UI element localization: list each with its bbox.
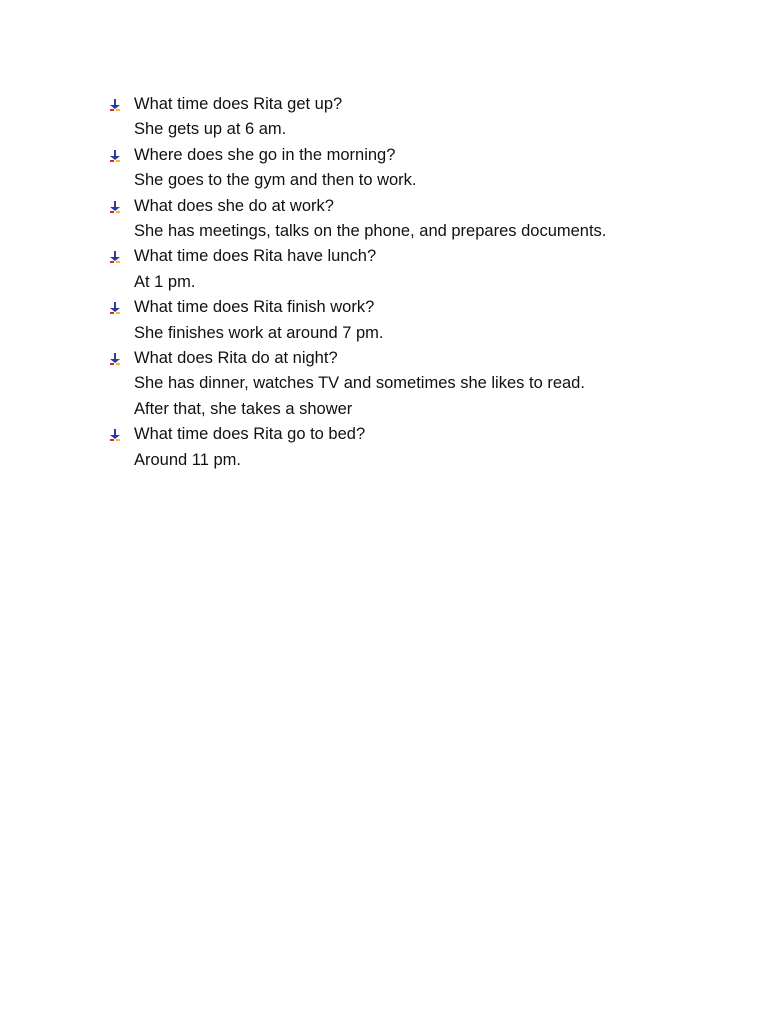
question-text: What time does Rita get up? [134, 95, 343, 113]
question-text: What does Rita do at night? [134, 349, 338, 368]
question-text: Where does she go in the morning? [134, 145, 396, 164]
list-item [106, 194, 746, 245]
answer-text: At 1 pm. [134, 272, 196, 291]
answer-text: She has meetings, talks on the phone, and prepares documents. [134, 222, 607, 241]
list-item [106, 143, 746, 194]
answer-text: She goes to the gym and then to work. [134, 171, 417, 190]
list-item [106, 92, 746, 143]
down-arrow-bullet-icon [110, 201, 120, 213]
list-item [106, 346, 746, 422]
list-item [106, 295, 746, 346]
answer-text: She gets up at 6 am. [134, 120, 287, 139]
list-item [106, 244, 746, 295]
down-arrow-bullet-icon [110, 302, 120, 314]
answer-text: Around 11 pm. [134, 450, 242, 469]
question-text: What does she do at work? [134, 196, 334, 215]
answer-text: After that, she takes a shower [134, 399, 353, 418]
question-text: What time does Rita finish work? [134, 298, 375, 317]
answer-text: She finishes work at around 7 pm. [134, 323, 384, 342]
question-text: What time does Rita go to bed? [134, 425, 366, 444]
answer-text: She has dinner, watches TV and sometimes she likes to read. [134, 374, 585, 393]
down-arrow-bullet-icon [110, 150, 120, 162]
question-text: What time does Rita have lunch? [134, 247, 377, 266]
question-answer-list [106, 92, 746, 473]
down-arrow-bullet-icon [110, 429, 120, 441]
list-item [106, 422, 746, 473]
down-arrow-bullet-icon [110, 251, 120, 263]
down-arrow-bullet-icon [110, 99, 120, 111]
down-arrow-bullet-icon [110, 353, 120, 365]
